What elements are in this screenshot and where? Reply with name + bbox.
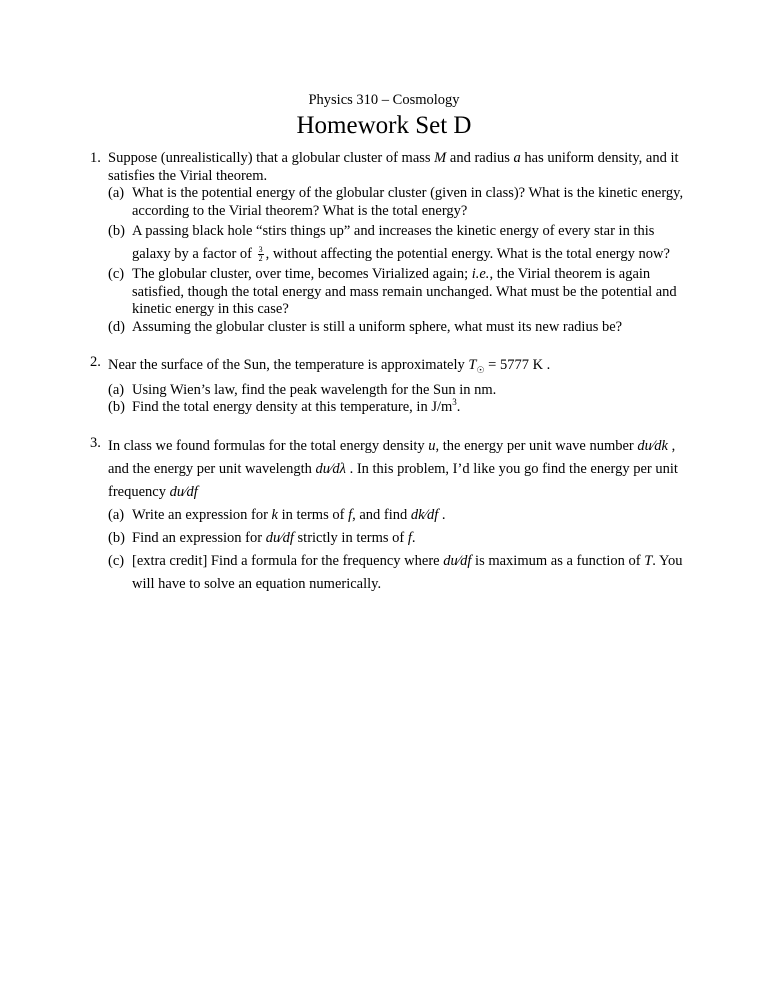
sub-question-text: in terms of <box>277 506 349 523</box>
course-name: Physics 310 – Cosmology <box>308 92 460 108</box>
sub-question-label: (c) <box>108 266 125 282</box>
sub-question-text: A passing black hole “stirs things up” and increases the kinetic energy of every star in this galaxy by a factor of <box>132 223 655 262</box>
sub-question-label: (b) <box>108 399 125 416</box>
sub-question-1d <box>108 319 690 337</box>
sub-question-label: (a) <box>108 185 125 201</box>
sub-question-text: Find an expression for <box>132 529 266 546</box>
sub-question-text: , without affecting the potential energy. What is the total energy now? <box>265 246 670 262</box>
problem-number: 3. <box>90 434 101 451</box>
temperature-symbol: T <box>644 552 653 569</box>
sub-question-3c <box>108 550 690 596</box>
du-df-expression: du⁄df <box>265 529 294 546</box>
mass-symbol: M <box>434 150 447 166</box>
intro-text: , the energy per unit wave number <box>435 437 638 454</box>
problem-1 <box>90 150 690 336</box>
fraction-three-halves <box>258 246 264 263</box>
sub-question-label: (c) <box>108 552 125 569</box>
sub-question-text: , and find <box>352 506 411 523</box>
du-df-expression: du⁄df <box>443 552 472 569</box>
fraction-denominator: 2 <box>258 254 263 264</box>
italic-text: i.e. <box>471 266 490 282</box>
du-df-expression: du⁄df <box>169 483 198 500</box>
sub-question-3b <box>108 527 690 550</box>
problem-2 <box>90 354 690 417</box>
sub-question-text: The globular cluster, over time, becomes Virialized again; <box>132 266 472 282</box>
superscript: 3 <box>452 397 457 408</box>
intro-text: Near the surface of the Sun, the temperature is approximately <box>108 357 469 373</box>
intro-text: has uniform density, and it satisfies the Virial theorem. <box>108 150 679 184</box>
problem-intro <box>108 435 690 504</box>
sub-question-text: . <box>411 529 416 546</box>
problem-list <box>90 150 690 596</box>
intro-text: , and the energy per unit wavelength <box>108 437 676 477</box>
sub-question-label: (b) <box>108 529 125 546</box>
sub-question-text: , the Virial theorem is again satisfied, though the total energy and mass remain unchanged. What must be the potential and kinetic energy in this case? <box>132 266 677 317</box>
temperature-value: = 5777 K . <box>484 357 551 373</box>
sub-question-label: (d) <box>108 318 125 335</box>
sub-question-2b <box>108 399 690 417</box>
sun-symbol-icon: ☉ <box>476 364 485 375</box>
intro-text: Suppose (unrealistically) that a globular cluster of mass <box>108 150 435 166</box>
sub-question-2a <box>108 382 690 400</box>
sub-question-label: (a) <box>108 381 125 398</box>
sub-question-text: strictly in terms of <box>293 529 408 546</box>
intro-text: . In this problem, I’d like you go find the energy per unit frequency <box>108 460 678 500</box>
frequency-symbol: f <box>407 529 412 546</box>
sub-question-text: Find the total energy density at this temperature, in J/m <box>132 399 453 416</box>
sub-question-label: (a) <box>108 506 125 523</box>
sub-question-text: Write an expression for <box>132 506 272 523</box>
sub-question-list <box>108 382 690 417</box>
intro-text: and radius <box>446 150 514 166</box>
frequency-symbol: f <box>348 506 353 523</box>
page-title: Homework Set D <box>296 112 472 139</box>
temperature-symbol: T <box>468 357 477 373</box>
sub-question-label: (b) <box>108 223 125 239</box>
sub-question-1b <box>108 220 690 266</box>
sub-question-list <box>108 504 690 596</box>
intro-text: In class we found formulas for the total energy density <box>108 437 429 454</box>
sub-question-text: What is the potential energy of the globular cluster (given in class)? What is the kinetic energy, according to the Virial theorem? What is the total energy? <box>132 185 684 219</box>
problem-3 <box>90 435 690 596</box>
problem-number: 1. <box>90 150 101 166</box>
sub-question-text: . <box>438 506 446 523</box>
sub-question-text: Assuming the globular cluster is still a uniform sphere, what must its new radius be? <box>132 318 623 335</box>
du-dk-expression: du⁄dk <box>637 437 668 454</box>
wavenumber-symbol: k <box>271 506 278 523</box>
sub-question-text: . <box>456 399 461 416</box>
dk-df-expression: dk⁄df <box>410 506 439 523</box>
sub-question-1a <box>108 185 690 220</box>
sub-question-text: [extra credit] Find a formula for the frequency where <box>132 552 444 569</box>
problem-intro <box>108 150 690 185</box>
sub-question-text: . You will have to solve an equation numerically. <box>132 552 683 592</box>
fraction-numerator: 3 <box>258 245 263 255</box>
sub-question-text: Using Wien’s law, find the peak wavelength for the Sun in nm. <box>132 381 497 398</box>
problem-number: 2. <box>90 354 101 370</box>
sub-question-1c <box>108 266 690 319</box>
sub-question-text: is maximum as a function of <box>471 552 645 569</box>
sub-question-list <box>108 185 690 336</box>
problem-intro <box>108 354 690 382</box>
sub-question-3a <box>108 504 690 527</box>
du-dlambda-expression: du⁄dλ <box>315 460 346 477</box>
radius-symbol: a <box>513 150 521 166</box>
energy-density-symbol: u <box>428 437 436 454</box>
